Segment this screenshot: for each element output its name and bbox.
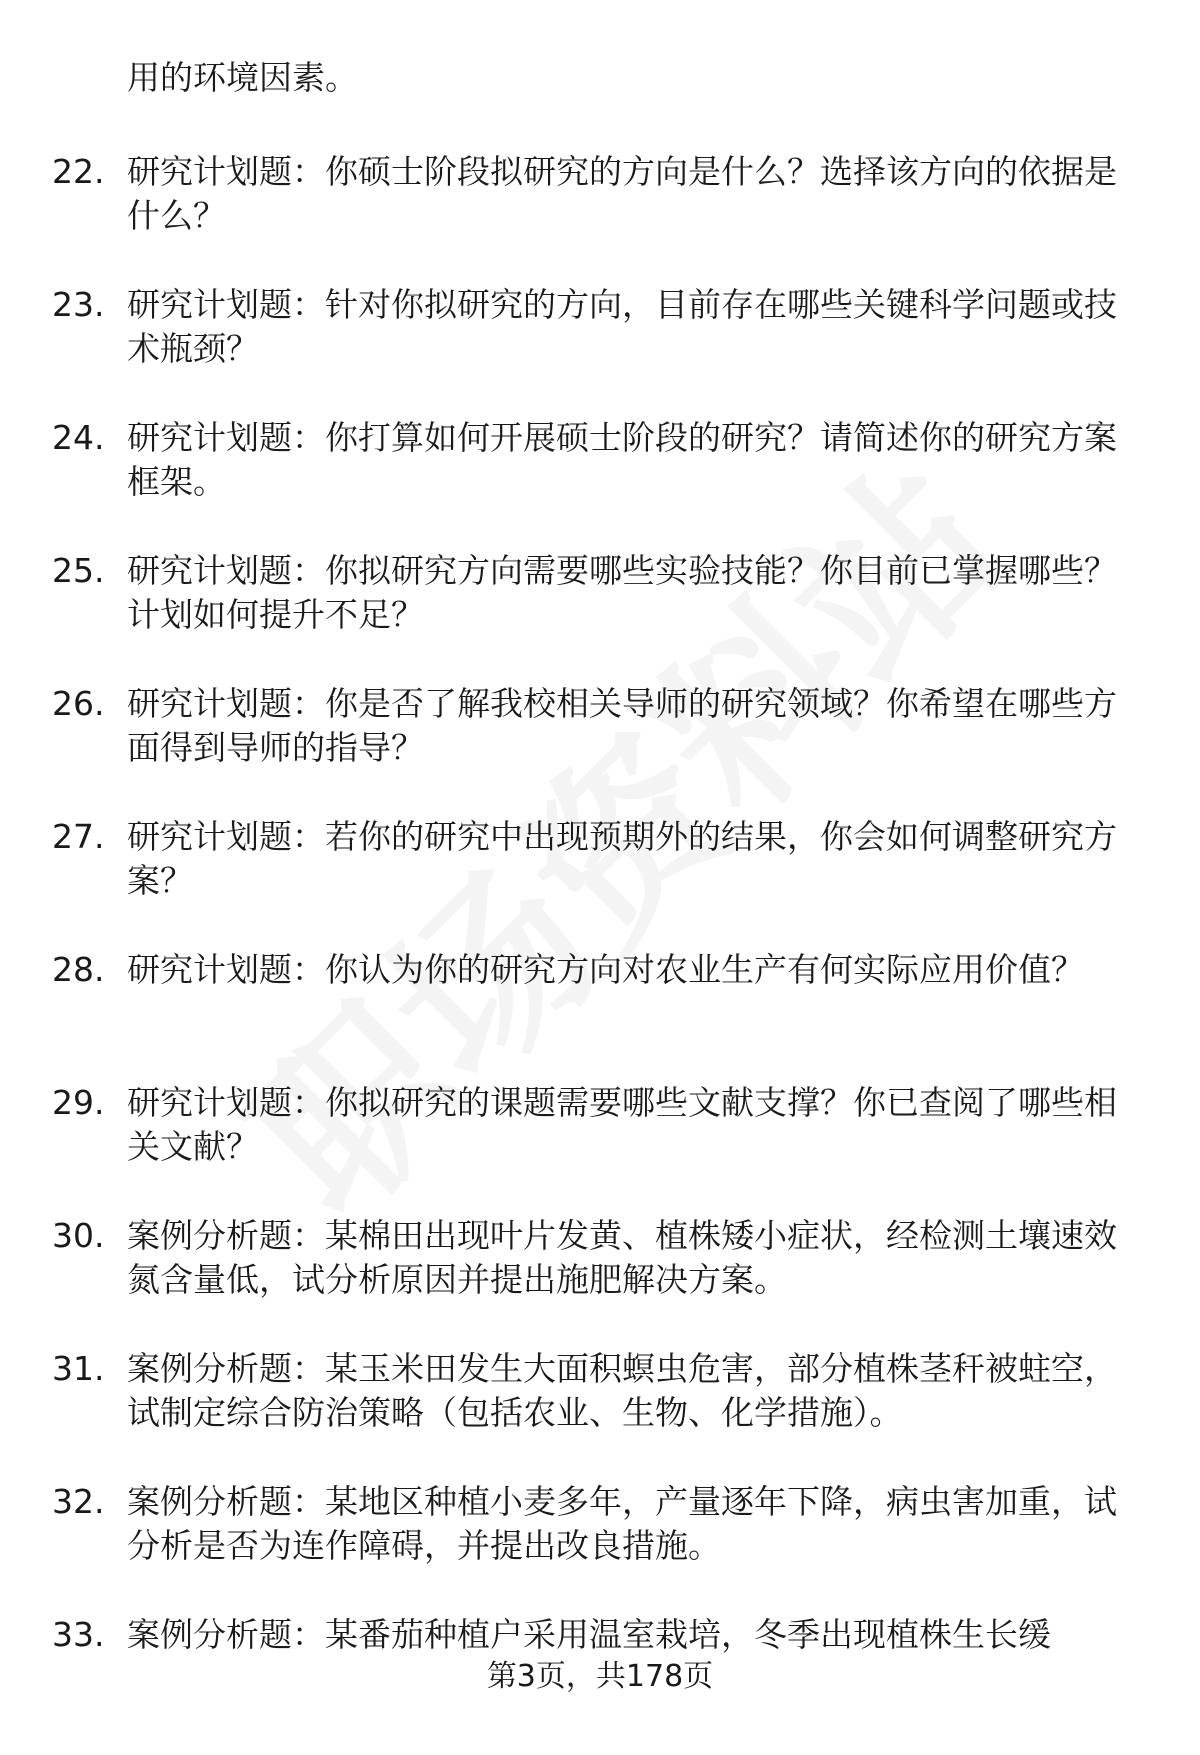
question-number: 22. — [52, 152, 105, 191]
question-number: 27. — [52, 817, 105, 856]
continuation-text: 用的环境因素。 — [127, 58, 358, 97]
question-number: 28. — [52, 950, 105, 989]
question-item — [0, 416, 1200, 549]
question-item — [0, 682, 1200, 815]
question-number: 31. — [52, 1349, 105, 1388]
question-number: 30. — [52, 1216, 105, 1255]
question-text: 研究计划题：你拟研究方向需要哪些实验技能？你目前已掌握哪些？计划如何提升不足？ — [127, 551, 1117, 634]
question-list — [0, 150, 1200, 1746]
question-text: 研究计划题：你拟研究的课题需要哪些文献支撑？你已查阅了哪些相关文献？ — [127, 1083, 1117, 1166]
question-number: 29. — [52, 1083, 105, 1122]
question-text: 案例分析题：某番茄种植户采用温室栽培，冬季出现植株生长缓 — [127, 1615, 1051, 1654]
page-number-footer: 第3页，共178页 — [486, 1659, 714, 1694]
question-item — [0, 948, 1200, 1081]
question-text: 研究计划题：你打算如何开展硕士阶段的研究？请简述你的研究方案框架。 — [127, 418, 1117, 501]
question-text: 研究计划题：你是否了解我校相关导师的研究领域？你希望在哪些方面得到导师的指导？ — [127, 684, 1117, 767]
question-item — [0, 1480, 1200, 1613]
question-text: 研究计划题：若你的研究中出现预期外的结果，你会如何调整研究方案？ — [127, 817, 1117, 900]
question-text: 案例分析题：某地区种植小麦多年，产量逐年下降，病虫害加重，试分析是否为连作障碍，并提出改良措施。 — [127, 1482, 1117, 1565]
question-item — [0, 283, 1200, 416]
question-item — [0, 1214, 1200, 1347]
question-text: 案例分析题：某玉米田发生大面积螟虫危害，部分植株茎秆被蛀空，试制定综合防治策略（包括农业、生物、化学措施）。 — [127, 1349, 1117, 1432]
question-item — [0, 815, 1200, 948]
question-number: 26. — [52, 684, 105, 723]
question-item — [0, 1081, 1200, 1214]
question-item — [0, 549, 1200, 682]
question-number: 33. — [52, 1615, 105, 1654]
question-number: 24. — [52, 418, 105, 457]
question-item — [0, 150, 1200, 283]
question-number: 32. — [52, 1482, 105, 1521]
question-number: 23. — [52, 285, 105, 324]
question-text: 研究计划题：针对你拟研究的方向，目前存在哪些关键科学问题或技术瓶颈？ — [127, 285, 1117, 368]
question-text: 研究计划题：你认为你的研究方向对农业生产有何实际应用价值？ — [127, 950, 1084, 989]
question-text: 案例分析题：某棉田出现叶片发黄、植株矮小症状，经检测土壤速效氮含量低，试分析原因并提出施肥解决方案。 — [127, 1216, 1117, 1299]
question-number: 25. — [52, 551, 105, 590]
question-item — [0, 1347, 1200, 1480]
question-text: 研究计划题：你硕士阶段拟研究的方向是什么？选择该方向的依据是什么？ — [127, 152, 1117, 235]
